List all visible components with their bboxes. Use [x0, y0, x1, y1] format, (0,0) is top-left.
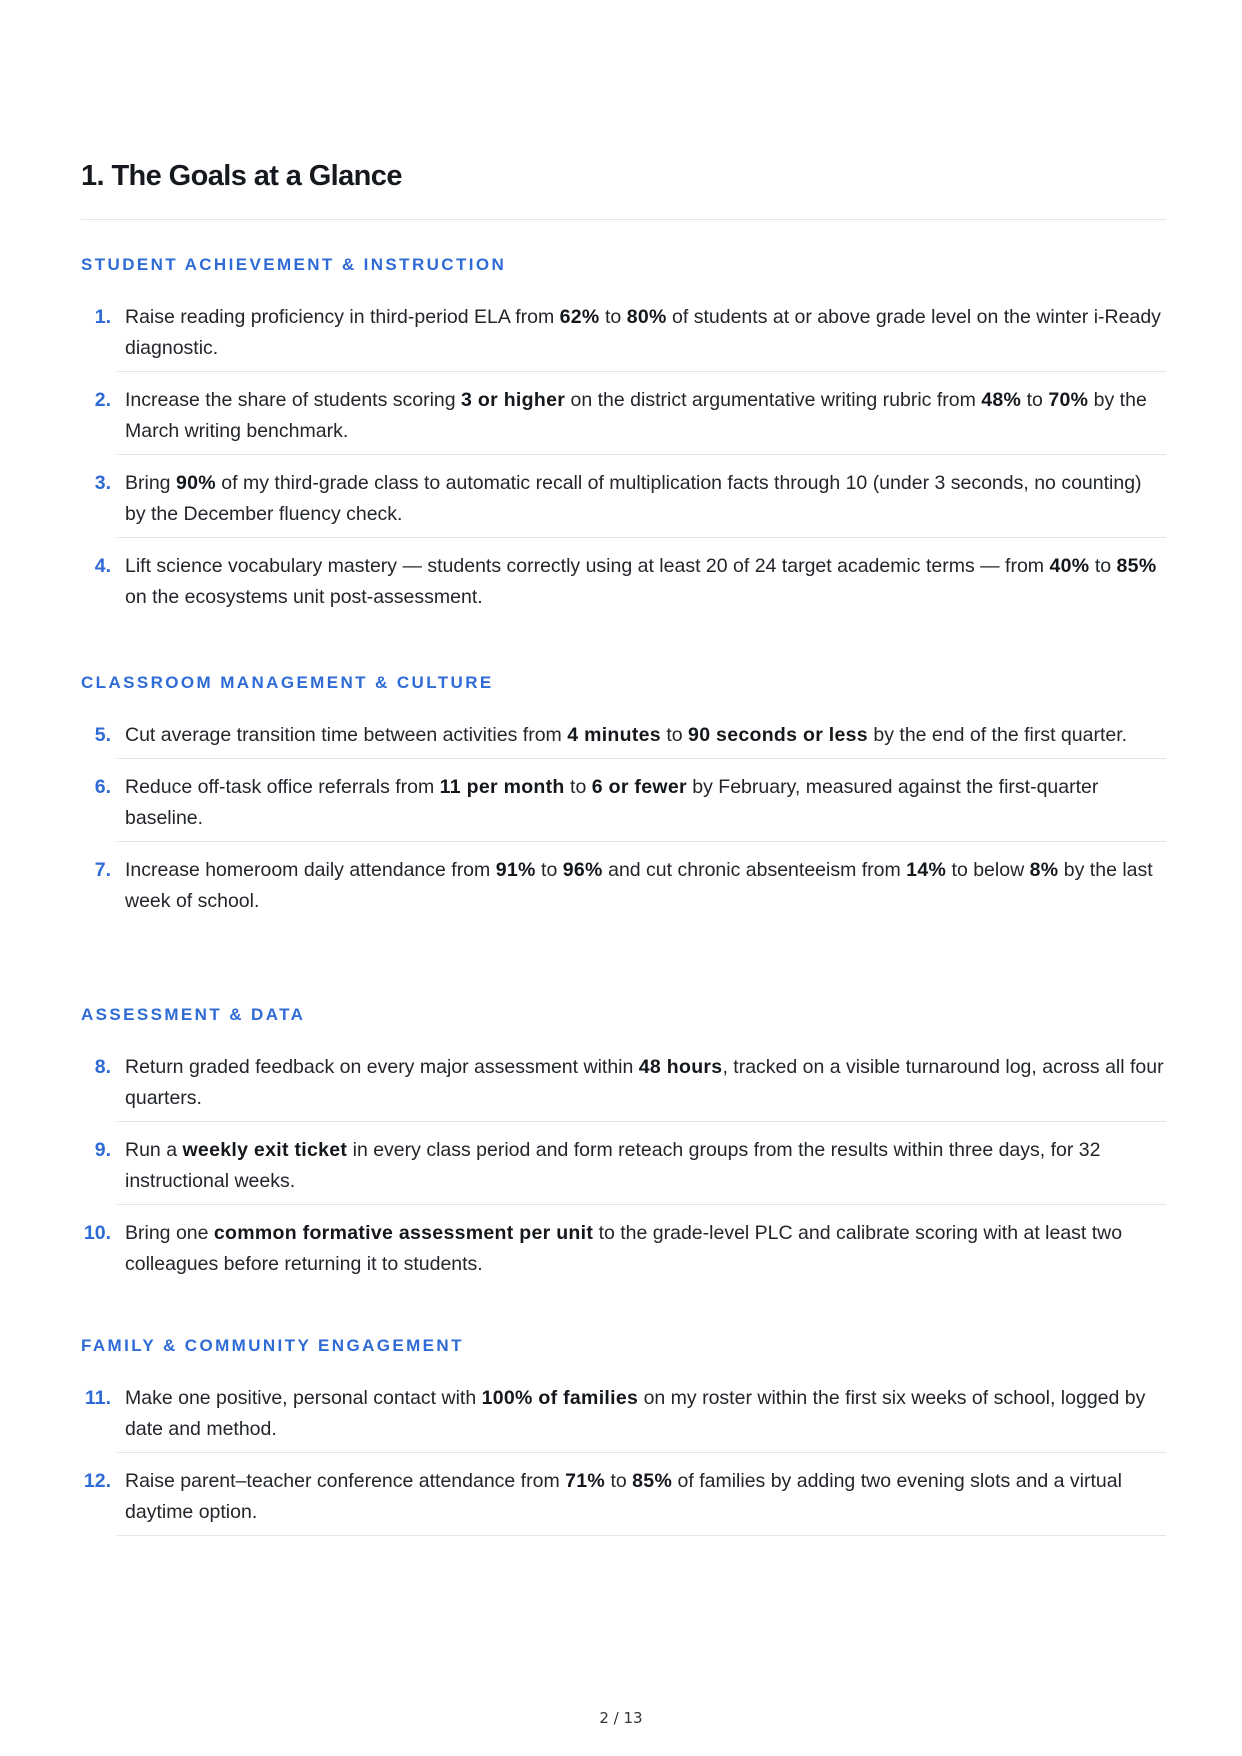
goal-item [81, 302, 1166, 364]
goal-item [81, 772, 1166, 834]
goal-text-run: to below [946, 859, 1030, 881]
goal-number: 3. [94, 472, 111, 494]
goal-text-run: Bring one [125, 1222, 214, 1244]
goal-divider [117, 1452, 1166, 1453]
goal-text [125, 306, 1161, 359]
goal-text-run: to [1089, 555, 1117, 577]
goal-text-run: Lift science vocabulary mastery — students correctly using at least 20 of 24 target academic terms — from [125, 555, 1050, 577]
section-heading: ASSESSMENT & DATA [81, 1005, 306, 1024]
goal-metric: 48 hours [638, 1056, 723, 1078]
goal-divider [117, 371, 1166, 372]
goal-number: 12. [83, 1470, 111, 1492]
goal-text-run: by the March writing benchmark. [125, 389, 1147, 442]
goal-text [125, 1222, 1122, 1275]
goal-text-run: Raise reading proficiency in third-period ELA from [125, 306, 560, 328]
section-family-engagement [81, 1335, 1166, 1549]
goal-text-run: of students at or above grade level on the winter i-Ready diagnostic. [125, 306, 1161, 359]
goal-metric: 71% [565, 1470, 606, 1492]
goal-text [125, 1139, 1100, 1192]
goal-text-run: , tracked on a visible turnaround log, across all four quarters. [125, 1056, 1164, 1109]
goal-text-run: by the end of the first quarter. [867, 724, 1128, 746]
goal-metric: 90 seconds or less [688, 724, 868, 746]
goal-text-run: by February, measured against the first-quarter baseline. [125, 776, 1099, 829]
goal-text [125, 1470, 1122, 1523]
goal-text [125, 724, 1127, 746]
goal-number: 2. [94, 389, 111, 411]
goal-text-run: Raise parent–teacher conference attendance from [125, 1470, 566, 1492]
goal-metric: 80% [626, 306, 667, 328]
goal-metric: 85% [632, 1470, 673, 1492]
goal-text-run: to [564, 776, 592, 798]
goal-text [125, 1056, 1164, 1109]
goal-number: 4. [94, 555, 111, 577]
section-student-achievement [81, 254, 1166, 613]
goal-number: 6. [94, 776, 111, 798]
goal-text-run: to [1021, 389, 1049, 411]
goal-text [125, 776, 1098, 829]
goal-item [81, 1383, 1166, 1445]
goal-item [81, 1218, 1166, 1280]
goal-text-run: Bring [125, 472, 176, 494]
goal-divider [117, 1204, 1166, 1205]
goal-text-run: of my third-grade class to automatic recall of multiplication facts through 10 (under 3 seconds, no counting) by the December fluency check. [125, 472, 1142, 525]
goal-metric: 70% [1048, 389, 1089, 411]
goal-metric: 90% [175, 472, 216, 494]
goal-text-run: of families by adding two evening slots and a virtual daytime option. [125, 1470, 1122, 1523]
page-title: 1. The Goals at a Glance [81, 160, 402, 192]
goal-list [81, 1052, 1166, 1280]
goal-text-run: Run a [125, 1139, 183, 1161]
section-assessment-data [81, 1004, 1166, 1280]
goal-text [125, 555, 1156, 608]
goal-text-run: on the ecosystems unit post-assessment. [125, 586, 483, 608]
goal-item [81, 855, 1166, 917]
goal-text-run: Increase homeroom daily attendance from [125, 859, 496, 881]
goal-item [81, 1466, 1166, 1528]
title-divider [81, 219, 1166, 220]
goal-text-run: in every class period and form reteach groups from the results within three days, for 32 instructional weeks. [125, 1139, 1101, 1192]
goal-number: 5. [94, 724, 111, 746]
goal-metric: 8% [1029, 859, 1059, 881]
goal-item [81, 551, 1166, 613]
goal-list [81, 302, 1166, 613]
goal-number: 9. [94, 1139, 111, 1161]
section-heading: STUDENT ACHIEVEMENT & INSTRUCTION [81, 255, 507, 274]
section-heading: FAMILY & COMMUNITY ENGAGEMENT [81, 1336, 464, 1355]
goal-metric: 6 or fewer [591, 776, 687, 798]
goal-metric: 40% [1049, 555, 1090, 577]
goal-divider [117, 454, 1166, 455]
section-heading: CLASSROOM MANAGEMENT & CULTURE [81, 673, 494, 692]
goal-text [125, 472, 1142, 525]
goal-text-run: to the grade-level PLC and calibrate scoring with at least two colleagues before returning it to students. [125, 1222, 1123, 1275]
goal-text-run: to [660, 724, 689, 746]
goal-metric: 85% [1116, 555, 1157, 577]
section-classroom-management [81, 672, 1166, 917]
goal-text-run: Return graded feedback on every major assessment within [125, 1056, 639, 1078]
goal-text [125, 859, 1153, 912]
goal-divider [117, 1535, 1166, 1536]
goal-divider [117, 537, 1166, 538]
goal-text-run: and cut chronic absenteeism from [602, 859, 907, 881]
goal-text-run: Cut average transition time between activities from [125, 724, 568, 746]
goal-metric: 96% [562, 859, 603, 881]
goal-metric: 4 minutes [567, 724, 661, 746]
goal-item [81, 385, 1166, 447]
goal-divider [117, 1121, 1166, 1122]
goal-metric: 91% [495, 859, 536, 881]
goal-metric: weekly exit ticket [182, 1139, 348, 1161]
goal-number: 7. [94, 859, 111, 881]
goal-list [81, 720, 1166, 917]
goal-text-run: on the district argumentative writing rubric from [565, 389, 982, 411]
goal-metric: 100% of families [481, 1387, 639, 1409]
goal-list [81, 1383, 1166, 1536]
goal-item [81, 720, 1166, 751]
goal-text [125, 1387, 1145, 1440]
goal-text [125, 389, 1147, 442]
goal-item [81, 1135, 1166, 1197]
goal-text-run: by the last week of school. [125, 859, 1153, 912]
goal-number: 11. [84, 1387, 111, 1409]
goal-item [81, 468, 1166, 530]
page-number: 2 / 13 [599, 1709, 643, 1727]
goal-number: 10. [83, 1222, 111, 1244]
goal-number: 8. [94, 1056, 111, 1078]
goal-text-run: Reduce off-task office referrals from [125, 776, 440, 798]
goal-metric: 14% [906, 859, 947, 881]
goal-text-run: to [535, 859, 563, 881]
goal-text-run: to [605, 1470, 633, 1492]
goal-divider [117, 841, 1166, 842]
goal-metric: 62% [559, 306, 600, 328]
goal-metric: 11 per month [439, 776, 565, 798]
goal-metric: 3 or higher [461, 389, 566, 411]
goal-item [81, 1052, 1166, 1114]
goal-divider [117, 758, 1166, 759]
goal-text-run: Make one positive, personal contact with [125, 1387, 482, 1409]
goal-metric: 48% [981, 389, 1022, 411]
goal-text-run: on my roster within the first six weeks of school, logged by date and method. [125, 1387, 1146, 1440]
goal-metric: common formative assessment per unit [213, 1222, 594, 1244]
goal-number: 1. [94, 306, 111, 328]
goal-text-run: to [599, 306, 627, 328]
goal-text-run: Increase the share of students scoring [125, 389, 462, 411]
